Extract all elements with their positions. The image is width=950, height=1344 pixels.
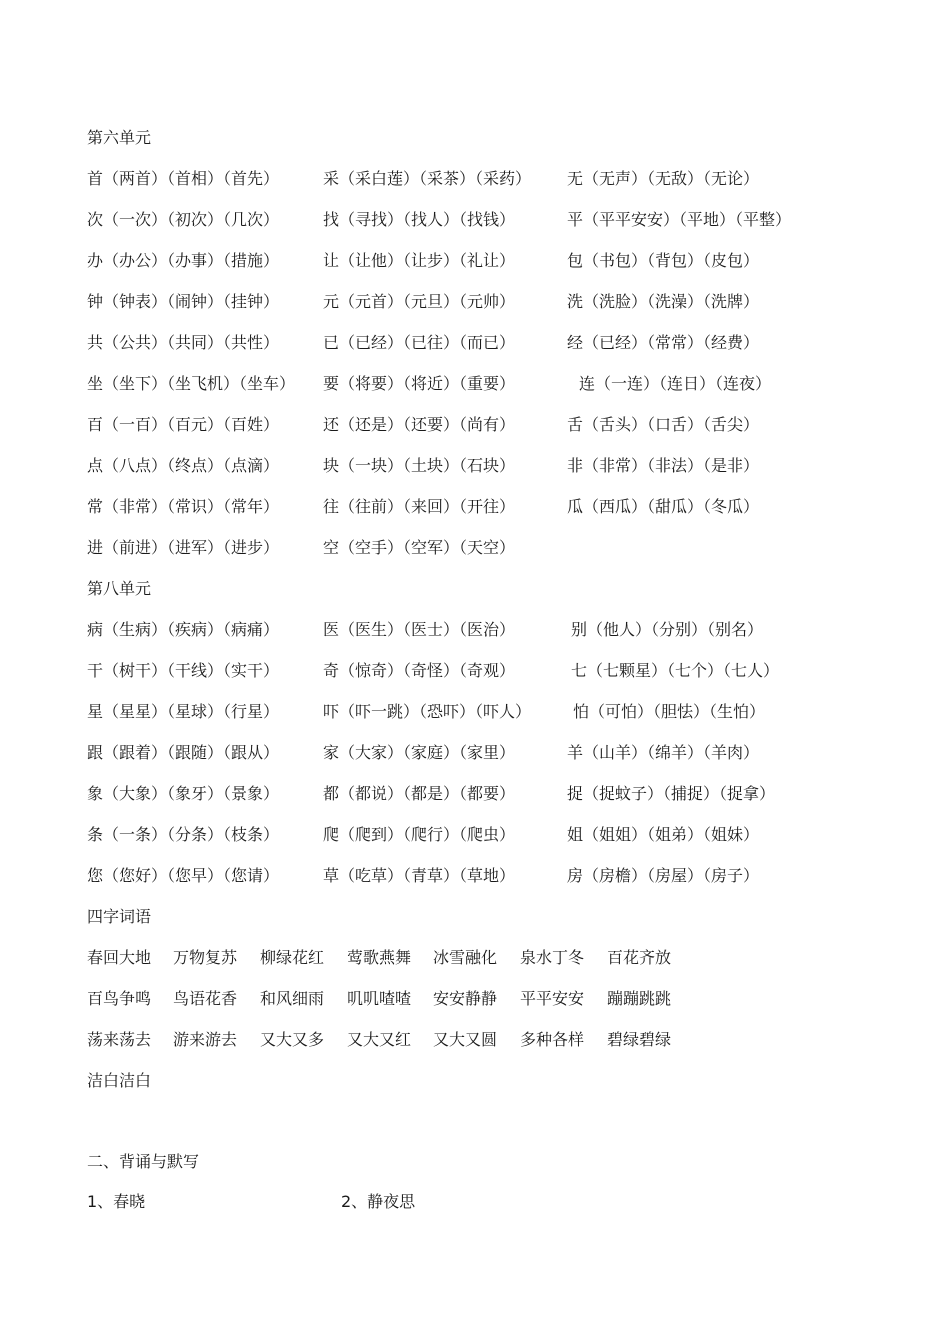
vocab-entry: 常（非常）（常识）（常年） — [87, 497, 280, 516]
vocab-entry: 病（生病）（疾病）（病痛） — [87, 620, 280, 639]
idiom: 又大又红 — [347, 1030, 412, 1049]
vocab-entry: 已（已经）（已往）（而已） — [323, 333, 516, 352]
vocab-entry: 首（两首）（首相）（首先） — [87, 169, 280, 188]
recitation-heading: 二、背诵与默写 — [87, 1152, 200, 1171]
vocab-entry: 包（书包）（背包）（皮包） — [567, 251, 760, 270]
vocab-entry: 次（一次）（初次）（几次） — [87, 210, 280, 229]
poem-title: 2、静夜思 — [341, 1192, 416, 1211]
vocab-entry: 房（房檐）（房屋）（房子） — [567, 866, 760, 885]
vocab-entry: 坐（坐下）（坐飞机）（坐车） — [87, 374, 296, 393]
vocab-entry: 无（无声）（无敌）（无论） — [567, 169, 760, 188]
idiom: 叽叽喳喳 — [347, 989, 412, 1008]
vocab-entry: 平（平平安安）（平地）（平整） — [567, 210, 792, 229]
idiom: 百鸟争鸣 — [87, 989, 152, 1008]
vocab-entry: 条（一条）（分条）（枝条） — [87, 825, 280, 844]
vocab-entry: 让（让他）（让步）（礼让） — [323, 251, 516, 270]
vocab-entry: 草（吃草）（青草）（草地） — [323, 866, 516, 885]
idiom: 洁白洁白 — [87, 1071, 152, 1090]
vocab-entry: 空（空手）（空军）（天空） — [323, 538, 516, 557]
vocab-entry: 舌（舌头）（口舌）（舌尖） — [567, 415, 760, 434]
vocab-entry: 进（前进）（进军）（进步） — [87, 538, 280, 557]
vocab-entry: 洗（洗脸）（洗澡）（洗牌） — [567, 292, 760, 311]
vocab-entry: 奇（惊奇）（奇怪）（奇观） — [323, 661, 516, 680]
vocab-entry: 块（一块）（土块）（石块） — [323, 456, 516, 475]
poem-title: 1、春晓 — [87, 1192, 146, 1211]
vocab-entry: 点（八点）（终点）（点滴） — [87, 456, 280, 475]
vocab-entry: 共（公共）（共同）（共性） — [87, 333, 280, 352]
vocab-entry: 连（一连）（连日）（连夜） — [579, 374, 772, 393]
idiom: 蹦蹦跳跳 — [607, 989, 672, 1008]
vocab-entry: 医（医生）（医士）（医治） — [323, 620, 516, 639]
vocab-entry: 元（元首）（元旦）（元帅） — [323, 292, 516, 311]
vocab-entry: 经（已经）（常常）（经费） — [567, 333, 760, 352]
idiom: 碧绿碧绿 — [607, 1030, 672, 1049]
vocab-entry: 您（您好）（您早）（您请） — [87, 866, 280, 885]
idiom: 万物复苏 — [173, 948, 238, 967]
unit8-heading: 第八单元 — [87, 579, 152, 598]
idiom: 荡来荡去 — [87, 1030, 152, 1049]
vocab-entry: 跟（跟着）（跟随）（跟从） — [87, 743, 280, 762]
vocab-entry: 都（都说）（都是）（都要） — [323, 784, 516, 803]
idiom: 平平安安 — [520, 989, 585, 1008]
vocab-entry: 瓜（西瓜）（甜瓜）（冬瓜） — [567, 497, 760, 516]
idiom: 安安静静 — [433, 989, 498, 1008]
vocab-entry: 姐（姐姐）（姐弟）（姐妹） — [567, 825, 760, 844]
vocab-entry: 办（办公）（办事）（措施） — [87, 251, 280, 270]
vocab-entry: 别（他人）（分别）（别名） — [571, 620, 764, 639]
idiom: 冰雪融化 — [433, 948, 498, 967]
vocab-entry: 百（一百）（百元）（百姓） — [87, 415, 280, 434]
vocab-entry: 要（将要）（将近）（重要） — [323, 374, 516, 393]
idiom: 柳绿花红 — [260, 948, 325, 967]
idiom: 游来游去 — [173, 1030, 238, 1049]
idiom: 又大又多 — [260, 1030, 325, 1049]
vocab-entry: 找（寻找）（找人）（找钱） — [323, 210, 516, 229]
vocab-entry: 爬（爬到）（爬行）（爬虫） — [323, 825, 516, 844]
vocab-entry: 钟（钟表）（闹钟）（挂钟） — [87, 292, 280, 311]
idiom: 泉水丁冬 — [520, 948, 585, 967]
vocab-entry: 羊（山羊）（绵羊）（羊肉） — [567, 743, 760, 762]
vocab-entry: 吓（吓一跳）（恐吓）（吓人） — [323, 702, 532, 721]
unit6-heading: 第六单元 — [87, 128, 152, 147]
idiom: 鸟语花香 — [173, 989, 238, 1008]
vocab-entry: 怕（可怕）（胆怯）（生怕） — [573, 702, 766, 721]
vocab-entry: 采（采白莲）（采茶）（采药） — [323, 169, 532, 188]
vocab-entry: 往（往前）（来回）（开往） — [323, 497, 516, 516]
idiom: 莺歌燕舞 — [347, 948, 412, 967]
vocab-entry: 捉（捉蚊子）（捕捉）（捉拿） — [567, 784, 776, 803]
vocab-entry: 干（树干）（干线）（实干） — [87, 661, 280, 680]
vocab-entry: 象（大象）（象牙）（景象） — [87, 784, 280, 803]
idiom: 和风细雨 — [260, 989, 325, 1008]
idioms-heading: 四字词语 — [87, 907, 152, 926]
vocab-entry: 非（非常）（非法）（是非） — [567, 456, 760, 475]
vocab-entry: 星（星星）（星球）（行星） — [87, 702, 280, 721]
vocab-entry: 还（还是）（还要）（尚有） — [323, 415, 516, 434]
idiom: 春回大地 — [87, 948, 152, 967]
vocab-entry: 七（七颗星）（七个）（七人） — [571, 661, 780, 680]
vocab-entry: 家（大家）（家庭）（家里） — [323, 743, 516, 762]
idiom: 又大又圆 — [433, 1030, 498, 1049]
idiom: 百花齐放 — [607, 948, 672, 967]
idiom: 多种各样 — [520, 1030, 585, 1049]
